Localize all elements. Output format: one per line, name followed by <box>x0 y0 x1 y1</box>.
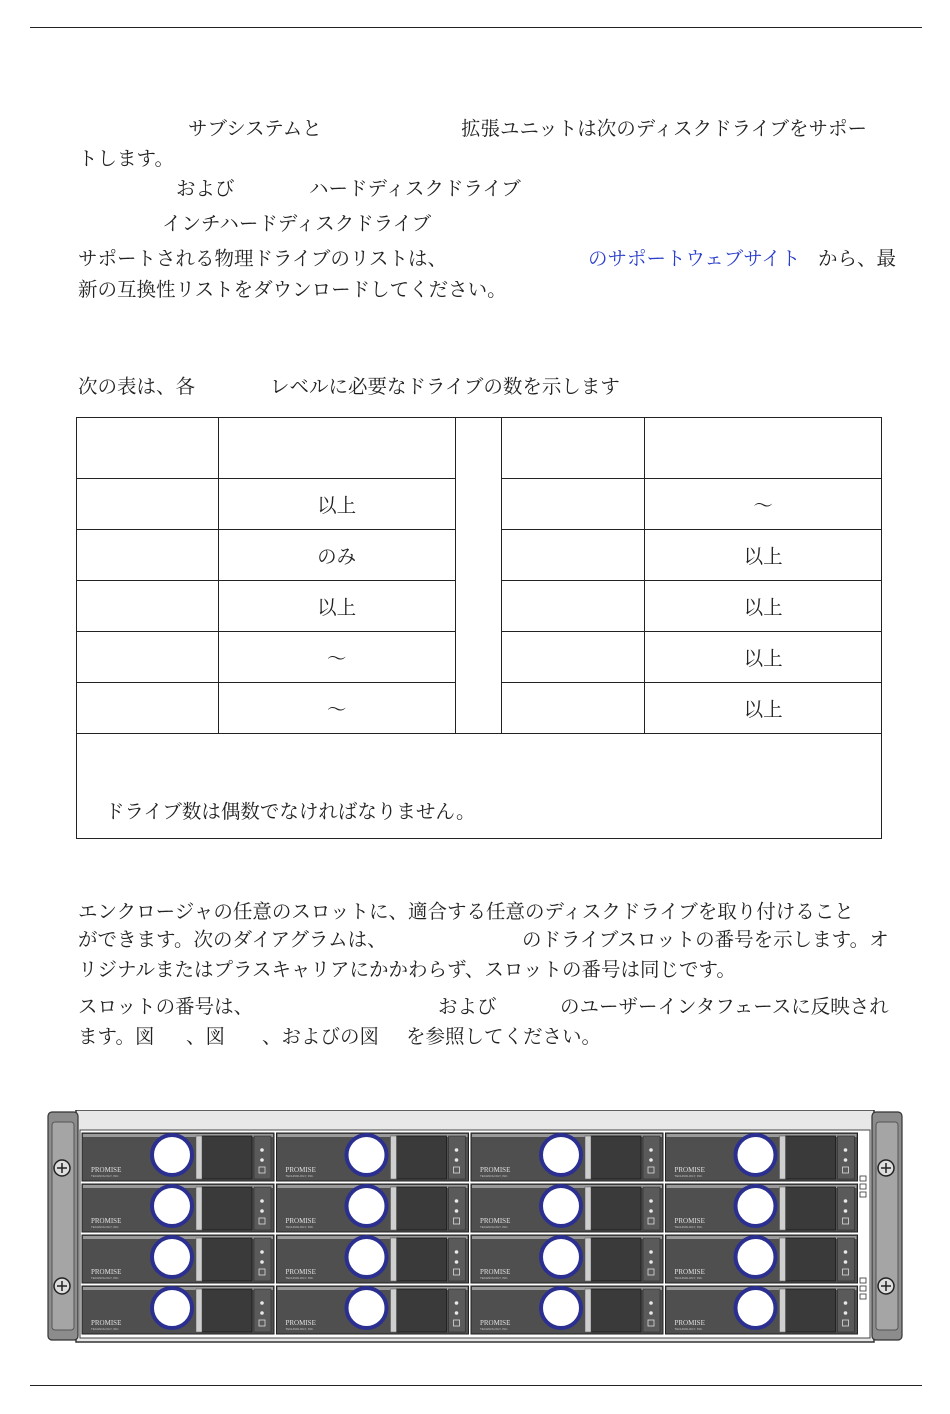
carrier-brand-sub: TECHNOLOGY, INC. <box>480 1174 509 1178</box>
left-drive-count: 以上 <box>218 581 455 632</box>
header-cell <box>502 418 645 479</box>
slots-line-1: エンクロージャの任意のスロットに、適合する任意のディスクドライブを取り付けること <box>78 900 854 923</box>
slots-ui-line-2b: 、図 <box>186 1025 226 1048</box>
bottom-rule <box>30 1385 922 1386</box>
carrier-brand-sub: TECHNOLOGY, INC. <box>480 1276 509 1280</box>
carrier-brand: PROMISE <box>480 1166 511 1174</box>
drive-carrier[interactable] <box>277 1133 469 1181</box>
slots-line-2a: ができます。次のダイアグラムは、 <box>78 928 387 951</box>
top-rule <box>30 27 922 28</box>
carrier-brand-sub: TECHNOLOGY, INC. <box>480 1225 509 1229</box>
carrier-brand: PROMISE <box>91 1319 122 1327</box>
drive-carrier[interactable] <box>666 1133 858 1181</box>
drive-type-1a: および <box>176 177 235 200</box>
carrier-brand: PROMISE <box>674 1268 705 1276</box>
table-caption-b: レベルに必要なドライブの数を示します <box>270 375 620 398</box>
carrier-brand: PROMISE <box>480 1217 511 1225</box>
slot-indicator-circle <box>152 1135 192 1175</box>
carrier-brand: PROMISE <box>674 1217 705 1225</box>
slot-indicator-circle <box>736 1135 776 1175</box>
carrier-brand: PROMISE <box>91 1217 122 1225</box>
carrier-brand-sub: TECHNOLOGY, INC. <box>480 1327 509 1331</box>
drive-carrier[interactable] <box>666 1286 858 1334</box>
slot-indicator-circle <box>347 1186 387 1226</box>
right-drive-count: 以上 <box>645 683 882 734</box>
carrier-brand: PROMISE <box>480 1319 511 1327</box>
drive-carrier[interactable] <box>666 1235 858 1283</box>
right-drive-count: 以上 <box>645 581 882 632</box>
slots-line-2b: のドライブスロットの番号を示します。オ <box>522 928 889 951</box>
drive-carrier[interactable] <box>471 1184 663 1232</box>
drive-carrier[interactable] <box>277 1286 469 1334</box>
drive-type-1b: ハードディスクドライブ <box>309 177 521 200</box>
slot-indicator-circle <box>736 1288 776 1328</box>
right-drive-count: 以上 <box>645 632 882 683</box>
carrier-brand-sub: TECHNOLOGY, INC. <box>91 1327 120 1331</box>
slot-indicator-circle <box>541 1135 581 1175</box>
drive-carrier[interactable] <box>82 1235 274 1283</box>
drive-carrier[interactable] <box>666 1184 858 1232</box>
slot-indicator-circle <box>152 1237 192 1277</box>
drive-carrier[interactable] <box>471 1235 663 1283</box>
drive-carrier[interactable] <box>471 1133 663 1181</box>
carrier-brand: PROMISE <box>285 1319 316 1327</box>
carrier-brand: PROMISE <box>285 1217 316 1225</box>
drive-carrier[interactable] <box>82 1286 274 1334</box>
right-drive-count: ～ <box>645 479 882 530</box>
header-cell <box>77 418 219 479</box>
carrier-brand-sub: TECHNOLOGY, INC. <box>674 1174 703 1178</box>
slots-ui-line-2a: ます。図 <box>78 1025 155 1048</box>
intro-line-1b: 拡張ユニットは次のディスクドライブをサポー <box>461 117 867 140</box>
carrier-brand-sub: TECHNOLOGY, INC. <box>674 1225 703 1229</box>
support-website-link[interactable]: のサポートウェブサイト <box>588 247 801 270</box>
slot-indicator-circle <box>347 1237 387 1277</box>
left-drive-count: 以上 <box>218 479 455 530</box>
carrier-brand: PROMISE <box>285 1268 316 1276</box>
left-drive-count: のみ <box>218 530 455 581</box>
carrier-brand-sub: TECHNOLOGY, INC. <box>285 1276 314 1280</box>
slot-indicator-circle <box>736 1186 776 1226</box>
carrier-brand-sub: TECHNOLOGY, INC. <box>285 1225 314 1229</box>
slots-ui-line-2c: 、およびの図 <box>262 1025 380 1048</box>
carrier-brand-sub: TECHNOLOGY, INC. <box>285 1327 314 1331</box>
carrier-brand-sub: TECHNOLOGY, INC. <box>674 1327 703 1331</box>
slot-indicator-circle <box>347 1135 387 1175</box>
drive-carrier[interactable] <box>82 1133 274 1181</box>
slot-indicator-circle <box>347 1288 387 1328</box>
slots-ui-line-1a: スロットの番号は、 <box>78 995 254 1018</box>
drive-carrier[interactable] <box>277 1235 469 1283</box>
drive-type-2: インチハードディスクドライブ <box>162 212 432 235</box>
carrier-brand-sub: TECHNOLOGY, INC. <box>91 1174 120 1178</box>
carrier-brand-sub: TECHNOLOGY, INC. <box>91 1225 120 1229</box>
carrier-brand-sub: TECHNOLOGY, INC. <box>91 1276 120 1280</box>
slots-ui-line-1c: のユーザーインタフェースに反映され <box>560 995 889 1018</box>
table-gap <box>455 418 502 734</box>
drive-carrier[interactable] <box>471 1286 663 1334</box>
raid-drive-table <box>76 417 882 839</box>
left-rack-ear <box>48 1112 78 1340</box>
left-drive-count: ～ <box>218 632 455 683</box>
header-cell <box>218 418 455 479</box>
slots-line-3: リジナルまたはプラスキャリアにかかわらず、スロットの番号は同じです。 <box>78 958 736 981</box>
carrier-brand-sub: TECHNOLOGY, INC. <box>674 1276 703 1280</box>
carrier-brand: PROMISE <box>91 1166 122 1174</box>
carrier-brand-sub: TECHNOLOGY, INC. <box>285 1174 314 1178</box>
slot-indicator-circle <box>541 1237 581 1277</box>
support-text-b: から、最 <box>818 247 897 270</box>
slot-indicator-circle <box>152 1186 192 1226</box>
slots-ui-line-1b: および <box>438 995 497 1018</box>
drive-carrier[interactable] <box>277 1184 469 1232</box>
slot-indicator-circle <box>541 1186 581 1226</box>
slots-ui-line-2d: を参照してください。 <box>406 1025 602 1048</box>
carrier-brand: PROMISE <box>91 1268 122 1276</box>
drive-carrier[interactable] <box>82 1184 274 1232</box>
right-drive-count: 以上 <box>645 530 882 581</box>
enclosure-diagram <box>46 1110 904 1346</box>
slot-indicator-circle <box>736 1237 776 1277</box>
intro-line-1a: サブシステムと <box>188 117 322 140</box>
header-cell <box>645 418 882 479</box>
carrier-brand: PROMISE <box>480 1268 511 1276</box>
support-text-a: サポートされる物理ドライブのリストは、 <box>78 247 447 270</box>
carrier-brand: PROMISE <box>674 1166 705 1174</box>
slot-indicator-circle <box>152 1288 192 1328</box>
slot-indicator-circle <box>541 1288 581 1328</box>
table-caption-a: 次の表は、各 <box>78 375 196 398</box>
intro-line-1c: トします。 <box>78 147 174 170</box>
left-drive-count: ～ <box>218 683 455 734</box>
support-text-c: 新の互換性リストをダウンロードしてください。 <box>78 278 507 301</box>
carrier-brand: PROMISE <box>285 1166 316 1174</box>
carrier-brand: PROMISE <box>674 1319 705 1327</box>
table-note: ドライブ数は偶数でなければなりません。 <box>77 734 882 839</box>
